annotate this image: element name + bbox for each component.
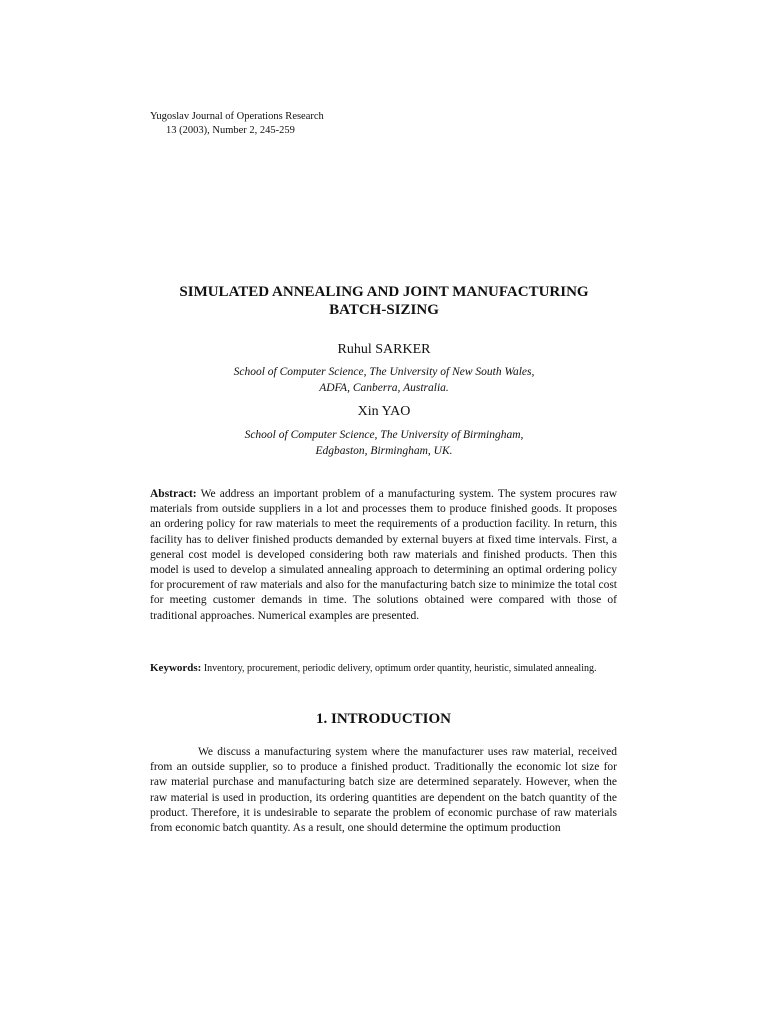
keywords-text: Inventory, procurement, periodic delivery, optimum order quantity, heuristic, simulated annealing.	[203, 663, 597, 674]
journal-citation	[150, 110, 324, 138]
paper-title	[120, 283, 648, 319]
affiliation-2-line2: Edgbaston, Birmingham, UK.	[315, 445, 453, 457]
paper-title-line2: BATCH-SIZING	[329, 302, 439, 318]
author-affiliation-1	[120, 364, 648, 396]
journal-name: Yugoslav Journal of Operations Research	[150, 111, 324, 122]
abstract-text: We address an important problem of a manufacturing system. The system procures raw materials from outside suppliers in a lot and processes them to produce finished goods. It proposes an ordering policy for raw materials to meet the requirements of a production facility. In return, this facility has to deliver finished products demanded by external buyers at fixed time intervals. First, a general cost model is developed considering both raw materials and finished products. Then this model is used to develop a simulated annealing approach to determining an optimal ordering policy for procurement of raw materials and also for the manufacturing batch size to minimize the total cost for meeting customer demands in time. The solutions obtained were compared with those of traditional approaches. Numerical examples are presented.	[150, 488, 617, 622]
author-affiliation-2	[120, 427, 648, 459]
affiliation-1-line1: School of Computer Science, The University of New South Wales,	[233, 366, 535, 378]
introduction-paragraph: We discuss a manufacturing system where the manufacturer uses raw material, received from an outside supplier, so to produce a finished product. Traditionally the economic lot size for raw material purchase and manufacturing batch size are determined separately. However, when the raw material is used in production, its ordering quantities are dependent on the batch quantity of the product. Therefore, it is undesirable to separate the problem of economic purchase of raw materials from economic batch quantity. As a result, one should determine the optimum production	[150, 746, 617, 835]
author-name-2: Xin YAO	[357, 404, 411, 419]
author-name-1: Ruhul SARKER	[337, 342, 431, 357]
affiliation-2-line1: School of Computer Science, The University of Birmingham,	[244, 429, 524, 441]
section-heading-introduction: 1. INTRODUCTION	[315, 711, 451, 727]
keywords-label: Keywords:	[150, 662, 202, 674]
keywords	[150, 661, 617, 676]
paper-title-line1: SIMULATED ANNEALING AND JOINT MANUFACTURING	[179, 284, 589, 300]
abstract	[150, 487, 617, 624]
abstract-label: Abstract:	[150, 488, 197, 500]
affiliation-1-line2: ADFA, Canberra, Australia.	[319, 382, 449, 394]
journal-volume: 13 (2003), Number 2, 245-259	[166, 125, 295, 136]
